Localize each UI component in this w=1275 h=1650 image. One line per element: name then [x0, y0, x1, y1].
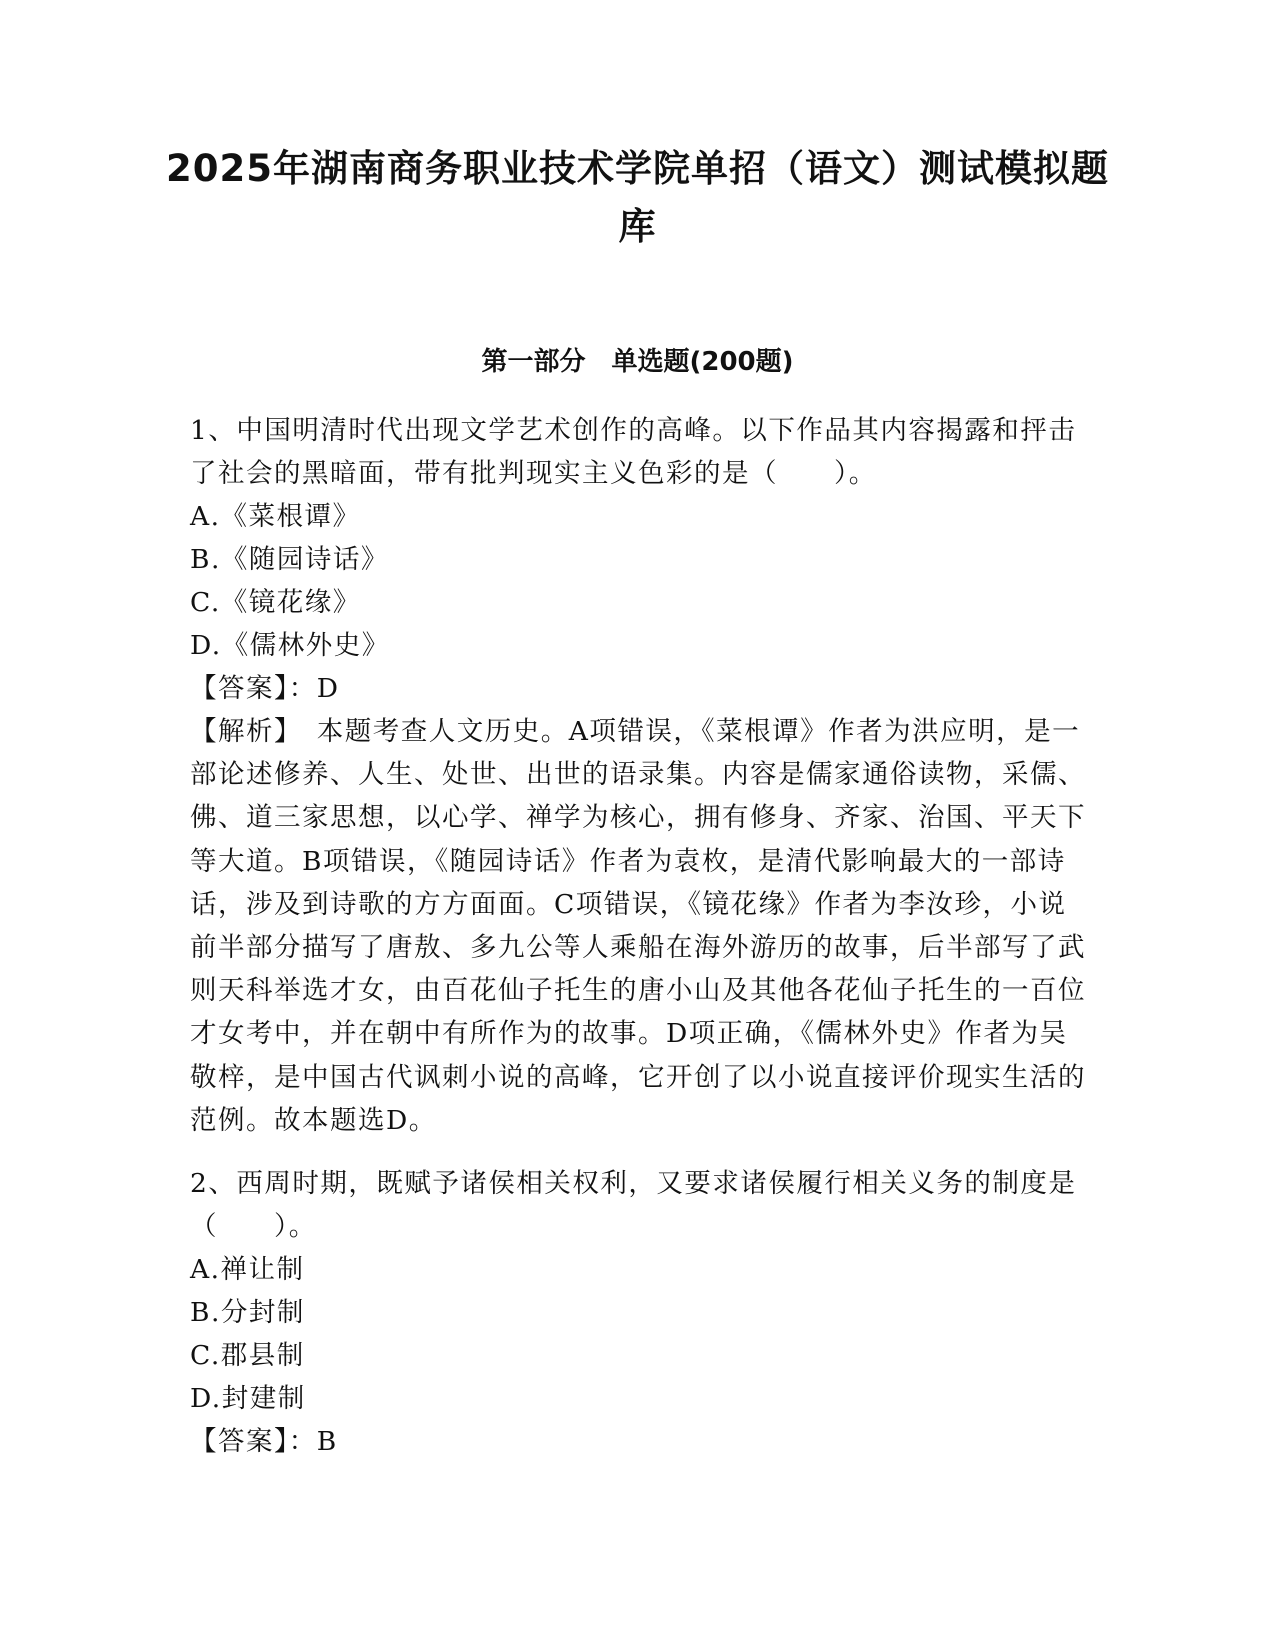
answer-label: 【答案】：: [190, 1426, 317, 1457]
answer-line: [190, 667, 1090, 710]
question-1: [190, 409, 1090, 1142]
option-d: D.封建制: [190, 1383, 306, 1414]
option-list: [190, 1248, 1090, 1420]
option-c: C.《镜花缘》: [190, 587, 361, 618]
answer-value: D: [316, 673, 340, 704]
option-a: A.禅让制: [190, 1254, 305, 1285]
option-a: A.《菜根谭》: [190, 501, 361, 532]
answer-label: 【答案】：: [190, 673, 317, 704]
question-stem: 1、中国明清时代出现文学艺术创作的高峰。以下作品其内容揭露和抨击了社会的黑暗面，带有批判现实主义色彩的是（ ）。: [190, 415, 1077, 489]
option-b: B.《随园诗话》: [190, 544, 389, 575]
section-heading: 第一部分 单选题(200题): [481, 347, 794, 377]
question-2: [190, 1162, 1090, 1463]
answer-line: [190, 1420, 1090, 1463]
answer-value: B: [316, 1426, 338, 1457]
question-stem: 2、西周时期，既赋予诸侯相关权利，又要求诸侯履行相关义务的制度是（ ）。: [190, 1168, 1077, 1242]
document-title: 2025年湖南商务职业技术学院单招（语文）测试模拟题库: [166, 147, 1109, 248]
option-list: [190, 495, 1090, 667]
option-d: D.《儒林外史》: [190, 630, 390, 661]
analysis-label: 【解析】: [190, 716, 289, 747]
option-b: B.分封制: [190, 1297, 305, 1328]
option-c: C.郡县制: [190, 1340, 305, 1371]
analysis-text: [190, 710, 1090, 1142]
analysis-body: 本题考查人文历史。A项错误，《菜根谭》作者为洪应明，是一部论述修养、人生、处世、出世的语录集。内容是儒家通俗读物，采儒、佛、道三家思想，以心学、禅学为核心，拥有修身、齐家、治国、平天下等大道。B项错误，《随园诗话》作者为袁枚，是清代影响最大的一部诗话，涉及到诗歌的方方面面。C项错误，《镜花缘》作者为李汝珍，小说前半部分描写了唐敖、多九公等人乘船在海外游历的故事，后半部写了武则天科举选才女，由百花仙子托生的唐小山及其他各花仙子托生的一百位才女考中，并在朝中有所作为的故事。D项正确，《儒林外史》作者为吴敬梓，是中国古代讽刺小说的高峰，它开创了以小说直接评价现实生活的范例。故本题选D。: [190, 716, 1086, 1136]
